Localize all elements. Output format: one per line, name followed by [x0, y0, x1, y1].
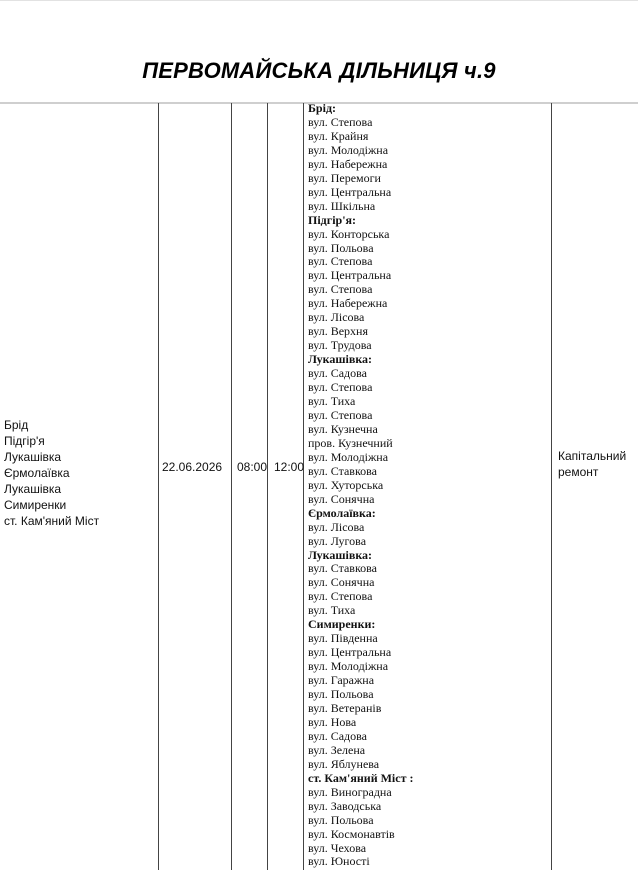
work-type-line: ремонт	[558, 465, 599, 479]
settlement-group-heading: Лукашівка:	[308, 547, 373, 562]
outage-date: 22.06.2026	[162, 460, 223, 474]
street-item: вул. Лісова	[308, 310, 365, 325]
settlements-cell	[4, 417, 154, 529]
work-type	[558, 448, 634, 480]
street-item: вул. Виноградна	[308, 784, 392, 799]
street-item: вул. Степова	[308, 380, 373, 395]
settlement-name: Лукашівка	[4, 482, 62, 496]
work-type-line: Капітальний	[558, 449, 627, 463]
street-item: вул. Центральна	[308, 184, 392, 199]
column-divider	[158, 103, 159, 870]
settlement-name: Підгір'я	[4, 434, 45, 448]
street-item: вул. Ставкова	[308, 561, 377, 576]
street-item: вул. Верхня	[308, 324, 368, 339]
street-item: вул. Перемоги	[308, 170, 381, 185]
settlement-group-heading: ст. Кам'яний Міст :	[308, 770, 414, 785]
street-item: вул. Польова	[308, 812, 374, 827]
street-item: вул. Степова	[308, 254, 373, 269]
street-item: вул. Тиха	[308, 394, 356, 409]
street-item: вул. Сонячна	[308, 575, 375, 590]
street-item: вул. Зелена	[308, 742, 366, 757]
settlement-name: Лукашівка	[4, 450, 62, 464]
street-item: вул. Степова	[308, 114, 373, 129]
start-time: 08:00	[237, 460, 268, 474]
end-time: 12:00	[274, 460, 305, 474]
street-item: вул. Конторська	[308, 226, 390, 241]
settlement-name: ст. Кам'яний Міст	[4, 514, 100, 528]
street-item: вул. Лугова	[308, 533, 367, 548]
settlement-group-heading: Брід:	[308, 101, 337, 115]
street-item: пров. Кузнечний	[308, 435, 393, 450]
street-item: вул. Польова	[308, 687, 374, 702]
settlement-group-heading: Лукашівка:	[308, 352, 373, 367]
street-item: вул. Набережна	[308, 156, 388, 171]
street-item: вул. Польова	[308, 240, 374, 255]
street-item: вул. Степова	[308, 589, 373, 604]
street-item: вул. Центральна	[308, 645, 392, 660]
street-item: вул. Ставкова	[308, 463, 377, 478]
settlement-group-heading: Підгір'я:	[308, 212, 357, 227]
street-item: вул. Садова	[308, 728, 367, 743]
column-divider	[267, 103, 268, 870]
settlement-name: Симиренки	[4, 498, 67, 512]
street-item: вул. Південна	[308, 631, 378, 646]
street-item: вул. Трудова	[308, 338, 372, 353]
settlement-group-heading: Єрмолаївка:	[308, 505, 376, 520]
street-item: вул. Степова	[308, 407, 373, 422]
column-divider	[551, 103, 552, 870]
column-divider	[303, 103, 304, 870]
street-item: вул. Кузнечна	[308, 421, 378, 436]
street-item: вул. Юності	[308, 854, 370, 869]
settlement-group-heading: Симиренки:	[308, 617, 376, 632]
street-item: вул. Набережна	[308, 296, 388, 311]
street-item: вул. Ветеранів	[308, 700, 382, 715]
street-item: вул. Шкільна	[308, 198, 376, 213]
street-item: вул. Лісова	[308, 519, 365, 534]
street-item: вул. Хуторська	[308, 477, 384, 492]
street-item: вул. Тиха	[308, 603, 356, 618]
street-item: вул. Заводська	[308, 798, 382, 813]
page-title: ПЕРВОМАЙСЬКА ДІЛЬНИЦЯ ч.9	[142, 58, 496, 83]
column-divider	[231, 103, 232, 870]
street-item: вул. Садова	[308, 366, 367, 381]
settlement-name: Єрмолаївка	[4, 466, 70, 480]
street-item: вул. Яблунева	[308, 756, 380, 771]
street-item: вул. Молодіжна	[308, 659, 389, 674]
street-item: вул. Космонавтів	[308, 826, 395, 841]
street-item: вул. Нова	[308, 714, 357, 729]
settlement-name: Брід	[4, 418, 29, 432]
street-item: вул. Сонячна	[308, 491, 375, 506]
street-item: вул. Степова	[308, 282, 373, 297]
street-item: вул. Молодіжна	[308, 142, 389, 157]
street-item: вул. Молодіжна	[308, 449, 389, 464]
streets-list	[308, 102, 548, 869]
street-item: вул. Центральна	[308, 268, 392, 283]
street-item: вул. Гаражна	[308, 673, 375, 688]
top-divider	[0, 0, 638, 1]
street-item: вул. Чехова	[308, 840, 367, 855]
street-item: вул. Крайня	[308, 128, 369, 143]
